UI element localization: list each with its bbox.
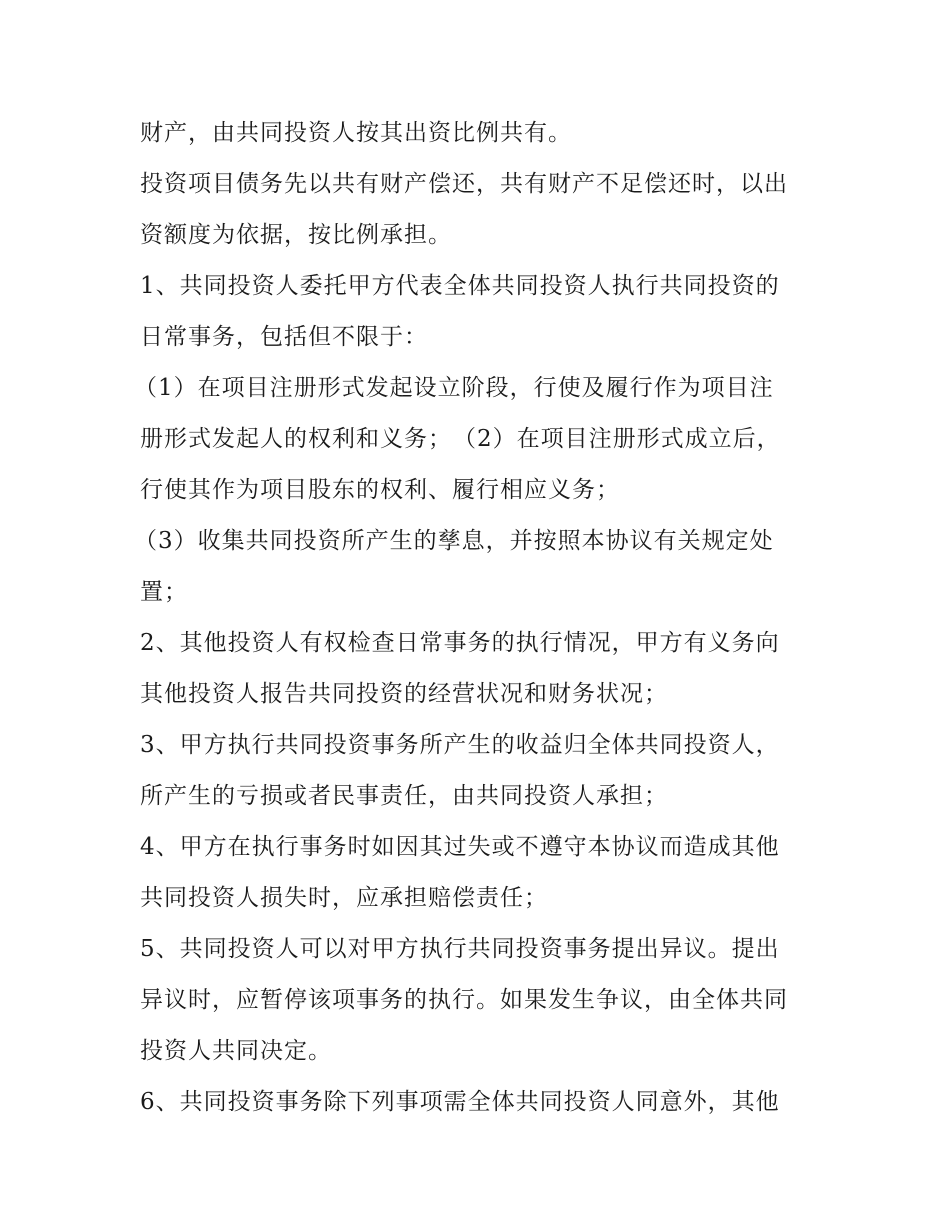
document-body <box>134 108 820 1128</box>
text-line: 册形式发起人的权利和义务； （2）在项目注册形式成立后， <box>140 426 781 452</box>
text-line: 5、共同投资人可以对甲方执行共同投资事务提出异议。提出 <box>140 936 780 962</box>
text-line: 其他投资人报告共同投资的经营状况和财务状况； <box>140 681 668 707</box>
text-line: 异议时，应暂停该项事务的执行。如果发生争议，由全体共同 <box>140 987 788 1013</box>
text-line: 资额度为依据，按比例承担。 <box>140 222 452 248</box>
text-line: 2、其他投资人有权检查日常事务的执行情况，甲方有义务向 <box>140 630 780 656</box>
text-line: 4、甲方在执行事务时如因其过失或不遵守本协议而造成其他 <box>140 834 780 860</box>
text-line: 行使其作为项目股东的权利、履行相应义务； <box>140 477 620 503</box>
text-line: 1、共同投资人委托甲方代表全体共同投资人执行共同投资的 <box>140 273 780 299</box>
text-line: 日常事务，包括但不限于： <box>140 324 428 350</box>
text-line: 财产，由共同投资人按其出资比例共有。 <box>140 120 572 146</box>
text-line: 投资人共同决定。 <box>140 1038 332 1064</box>
text-line: 所产生的亏损或者民事责任，由共同投资人承担； <box>140 783 668 809</box>
text-line: （1）在项目注册形式发起设立阶段，行使及履行作为项目注 <box>134 375 774 401</box>
text-line: 3、甲方执行共同投资事务所产生的收益归全体共同投资人， <box>140 732 780 758</box>
text-line: 置； <box>140 579 188 605</box>
text-line: 6、共同投资事务除下列事项需全体共同投资人同意外，其他 <box>140 1089 780 1115</box>
text-line: 共同投资人损失时，应承担赔偿责任； <box>140 885 548 911</box>
text-line: 投资项目债务先以共有财产偿还，共有财产不足偿还时，以出 <box>140 171 788 197</box>
text-line: （3）收集共同投资所产生的孳息，并按照本协议有关规定处 <box>134 528 774 554</box>
